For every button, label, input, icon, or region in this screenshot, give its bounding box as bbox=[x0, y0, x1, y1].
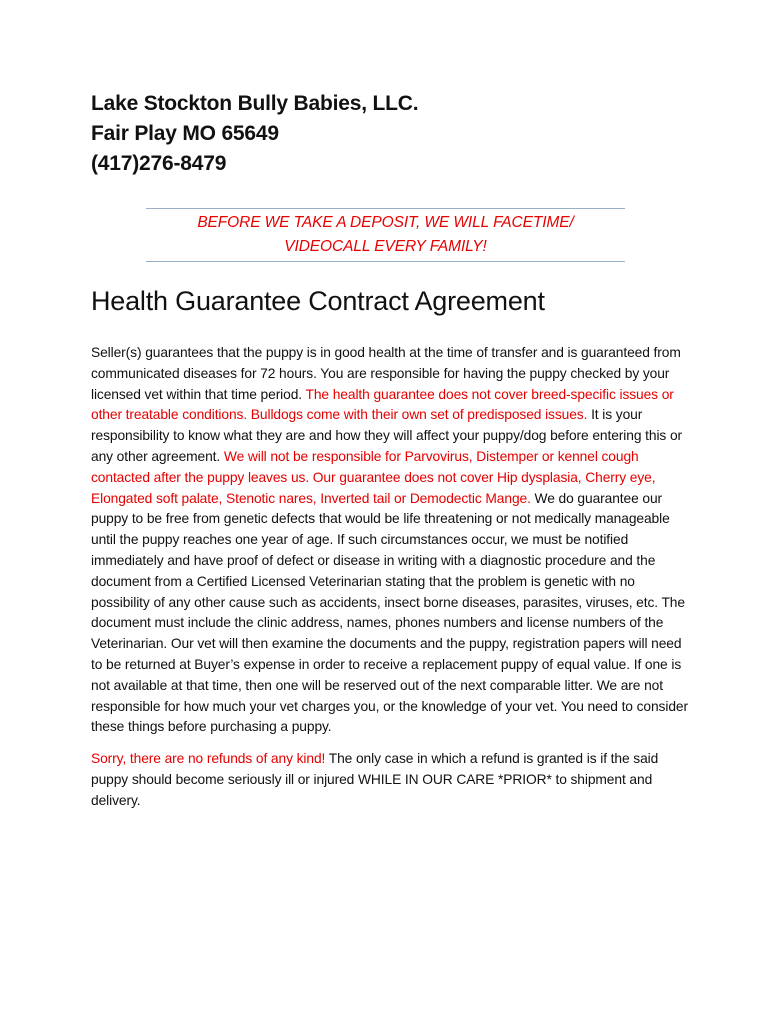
no-refund-notice: Sorry, there are no refunds of any kind! bbox=[91, 751, 326, 767]
guarantee-text-2: It is your responsibility to know what they are and how they will affect your puppy/dog before entering this or any other agreement. bbox=[91, 407, 683, 464]
guarantee-paragraph bbox=[91, 343, 691, 738]
guarantee-exclusion-1: The health guarantee does not cover breed-specific issues or other treatable conditions. Bulldogs come with their own set of predisposed issues. bbox=[91, 386, 674, 423]
guarantee-text-1: Seller(s) guarantees that the puppy is in good health at the time of transfer and is guaranteed from communicated diseases for 72 hours. You are responsible for having the puppy checked by your licensed vet within that time period. bbox=[91, 345, 681, 402]
document-title: Health Guarantee Contract Agreement bbox=[91, 286, 545, 316]
notice-line-1: BEFORE WE TAKE A DEPOSIT, WE WILL FACETIME/ bbox=[197, 214, 574, 231]
deposit-notice bbox=[146, 208, 625, 262]
company-location: Fair Play MO 65649 bbox=[91, 122, 279, 145]
guarantee-text-3: We do guarantee our puppy to be free from genetic defects that would be life threatening or not medically manageable until the puppy reaches one year of age. If such circumstances occur, we must be notified immediately and have proof of defect or disease in writing with a diagnostic procedure and the document from a Certified Licensed Veterinarian stating that the problem is genetic with no possibility of any other cause such as accidents, insect borne diseases, parasites, viruses, etc. The document must include the clinic address, names, phones numbers and license numbers of the Veterinarian. Our vet will then examine the documents and the puppy, registration papers will need to be returned at Buyer’s expense in order to receive a replacement puppy of equal value. If one is not available at that time, then one will be reserved out of the next comparable litter. We are not responsible for how much your vet charges you, or the knowledge of your vet. You need to consider these things before purchasing a puppy. bbox=[91, 490, 688, 735]
letterhead bbox=[91, 89, 651, 179]
guarantee-exclusion-2: We will not be responsible for Parvovirus, Distemper or kennel cough contacted after the puppy leaves us. Our guarantee does not cover Hip dysplasia, Cherry eye, Elongated soft palate, Stenotic nares, Inverted tail or Demodectic Mange. bbox=[91, 448, 656, 506]
notice-line-2: VIDEOCALL EVERY FAMILY! bbox=[284, 238, 487, 255]
company-name: Lake Stockton Bully Babies, LLC. bbox=[91, 92, 419, 115]
contract-body bbox=[91, 343, 691, 823]
refund-text: The only case in which a refund is granted is if the said puppy should become seriously ill or injured WHILE IN OUR CARE *PRIOR* to shipment and delivery. bbox=[91, 751, 659, 808]
refund-paragraph bbox=[91, 749, 691, 811]
company-phone: (417)276-8479 bbox=[91, 152, 227, 175]
